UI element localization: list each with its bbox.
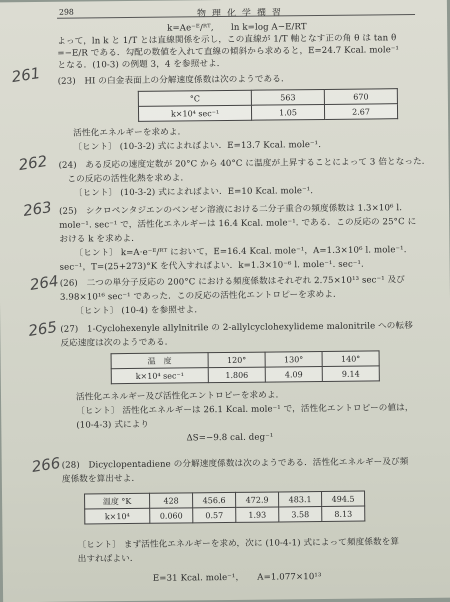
text-line: となる．(10-3) の例題 3，4 を参照せよ． xyxy=(57,58,226,71)
table-header-cell: 670 xyxy=(324,89,397,105)
text-line: sec⁻¹，T=(25+273)°K を代入すればよい．k=1.3×10⁻⁶ l. mole⁻¹. sec⁻¹. xyxy=(59,259,364,273)
hint-line: 〔ヒント〕 まず活性化エネルギーを求め，次に (10-4-1) 式によって頻度係数を算 xyxy=(77,537,400,551)
table-header-cell: 456.6 xyxy=(193,492,236,507)
text-line: この反応の活性化熱を求めよ． xyxy=(58,173,190,185)
handwritten-note: 263 xyxy=(21,197,53,221)
table-dicyclopentadiene xyxy=(84,491,365,525)
table-cell: 3.58 xyxy=(279,506,322,521)
hint-line: 〔ヒント〕 活性化エネルギーは 26.1 Kcal. mole⁻¹ で，活性化エントロピーの値は， xyxy=(76,403,414,417)
problem-27: (27) 1-Cyclohexenyle allylnitrile の 2-allylcyclohexylideme malonitrile への転移 xyxy=(60,321,413,335)
hint-line: 〔ヒント〕 (10-3-2) 式によればよい．E=10 Kcal. mole⁻¹. xyxy=(73,186,314,199)
table-cell: 2.67 xyxy=(324,104,397,120)
text-line: 反応速度は次のようである． xyxy=(60,337,174,349)
formula-line: E=31 Kcal. mole⁻¹， A=1.077×10¹³ xyxy=(152,572,322,584)
table-header-cell: 温度 °K xyxy=(85,493,150,509)
table-header-cell: 563 xyxy=(251,89,324,105)
table-header-cell: 130° xyxy=(265,351,322,367)
text-line: mole⁻¹. sec⁻¹ で，活性化エネルギーは 16.4 Kcal. mole⁻¹. である．この反応の 25°C に xyxy=(59,216,417,231)
page-number: 298 xyxy=(58,7,74,17)
table-cell: 1.93 xyxy=(236,507,279,522)
table-cell: 8.13 xyxy=(322,506,365,521)
handwritten-note: 261 xyxy=(10,64,42,87)
text-line: 度係数を算出せよ． xyxy=(61,473,141,485)
formula-line: ΔS=−9.8 cal. deg⁻¹ xyxy=(186,432,274,444)
problem-28: (28) Dicyclopentadiene の分解速度係数は次のようである．活性化エネルギー及び頻 xyxy=(61,457,409,471)
text-line: よって，ln k と 1/T とは直線関係を示し，この直線が 1/T 軸となす正の角 θ は tan θ xyxy=(57,33,397,47)
table-cell: 1.05 xyxy=(251,104,324,120)
table-header-cell: 120° xyxy=(208,352,265,368)
text-line: (10-4-3) 式により xyxy=(76,419,150,431)
table-rearrangement-rate xyxy=(111,350,380,384)
table-cell: k×10⁴ xyxy=(85,508,150,524)
problem-26: (26) 二つの単分子反応の 200°C における頻度係数はそれぞれ 2.75×10¹³ sec⁻¹ 及び xyxy=(59,275,406,289)
handwritten-note: 265 xyxy=(27,317,59,340)
problem-25: (25) シクロペンタジエンのベンゼン溶液における二分子重合の頻度係数は 1.3×10⁶ l. xyxy=(59,203,403,217)
handwritten-note: 262 xyxy=(17,151,49,175)
handwritten-note: 264 xyxy=(28,271,60,294)
running-title: 物理化学撰習 xyxy=(196,8,288,20)
table-header-cell: 483.1 xyxy=(279,491,322,506)
text-line: 活性化エネルギー及び活性化エントロピーを求めよ． xyxy=(75,390,285,403)
table-header-cell: 494.5 xyxy=(322,491,365,506)
table-header-cell: 428 xyxy=(150,493,193,508)
hint-line: 〔ヒント〕 (10-4) を参照せよ． xyxy=(75,305,204,317)
text-line: おける k を求めよ． xyxy=(59,233,140,245)
problem-23: (23) HI の白金表面上の分解速度係数は次のようである． xyxy=(57,74,290,87)
table-cell: 0.060 xyxy=(150,508,193,523)
formula-line: k=Ae⁻ᴱ/ᴿᵀ, ln k=log A−E/RT xyxy=(167,22,307,34)
hint-line: 〔ヒント〕 k=A·e⁻ᴱ/ᴿᵀ において，E=16.4 Kcal. mole⁻¹，A=1.3×10⁶ l. mole⁻¹. xyxy=(74,245,407,259)
table-header-cell: °C xyxy=(138,90,251,106)
table-header-cell: 140° xyxy=(322,351,379,367)
hint-line: 〔ヒント〕 (10-3-2) 式によればよい．E=13.7 Kcal. mole⁻¹. xyxy=(73,139,322,153)
table-cell: 0.57 xyxy=(193,507,236,522)
text-line: =−E/R である．勾配の数値を入れて直線の傾斜から求めると，E=24.7 Kcal. mole⁻¹ xyxy=(57,45,400,59)
table-hi-decomposition xyxy=(138,88,398,122)
table-cell: k×10⁴ sec⁻¹ xyxy=(111,368,208,384)
table-cell: 4.09 xyxy=(265,366,322,382)
problem-24: (24) ある反応の速度定数が 20°C から 40°C に温度が上昇することによって 3 倍となった． xyxy=(58,156,431,171)
text-line: 活性化エネルギーを求めよ． xyxy=(73,127,187,139)
table-cell: 9.14 xyxy=(322,366,379,382)
handwritten-note: 266 xyxy=(30,453,62,476)
table-cell: k×10⁴ sec⁻¹ xyxy=(138,105,251,121)
text-line: 3.98×10¹⁶ sec⁻¹ であった．この反応の活性化エントロピーを求めよ． xyxy=(59,289,342,303)
table-cell: 1.806 xyxy=(208,367,265,383)
table-header-cell: 温 度 xyxy=(111,353,208,369)
text-line: 出すればよい． xyxy=(77,553,139,565)
table-header-cell: 472.9 xyxy=(236,492,279,507)
